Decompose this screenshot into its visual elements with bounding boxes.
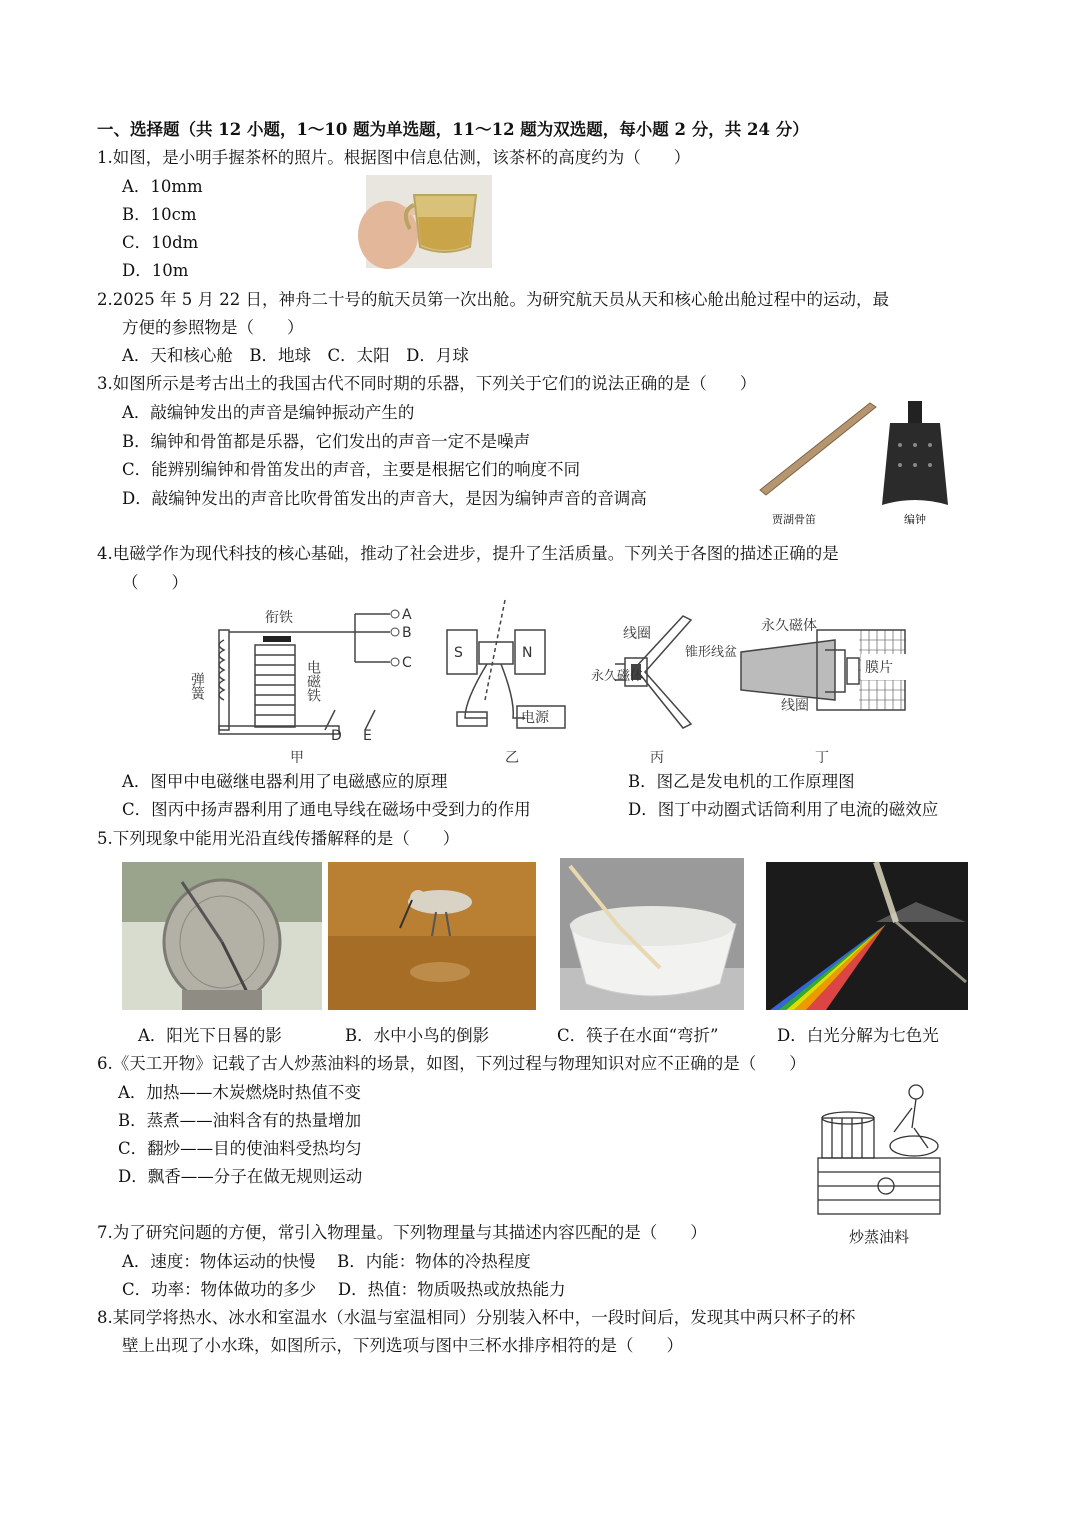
- q6-option-d: D．飘香——分子在做无规则运动: [118, 1167, 363, 1186]
- spring-label: 弹簧: [189, 672, 205, 700]
- q4-option-b: B．图乙是发电机的工作原理图: [628, 772, 855, 791]
- ancient-oil-cooking-illustration: [816, 1078, 946, 1218]
- q4-stem-line1: 4.电磁学作为现代科技的核心基础，推动了社会进步，提升了生活质量。下列关于各图的描述正确的是: [97, 544, 839, 563]
- terminal-a-label: A: [402, 607, 412, 623]
- q4-option-d: D．图丁中动圈式话筒利用了电流的磁效应: [628, 800, 939, 819]
- q7-options-line1: A．速度：物体运动的快慢 B．内能：物体的冷热程度: [122, 1252, 531, 1271]
- section-title: 一、选择题（共 12 小题，1～10 题为单选题，11～12 题为双选题，每小题 2 分，共 24 分）: [97, 120, 809, 139]
- oil-cooking-caption: 炒蒸油料: [849, 1228, 910, 1246]
- q5-option-b: B．水中小鸟的倒影: [345, 1026, 490, 1045]
- bird-reflection-photo: [328, 862, 536, 1010]
- terminal-c-label: C: [402, 655, 412, 671]
- figure-bing-label: 丙: [650, 750, 664, 766]
- flute-and-bell-figure: [750, 395, 950, 515]
- speaker-magnet-label: 永久磁体: [591, 669, 644, 684]
- q6-option-b: B．蒸煮——油料含有的热量增加: [118, 1111, 362, 1130]
- cone-label: 锥形线盆: [685, 645, 738, 660]
- q6-option-c: C．翻炒——目的使油料受热均匀: [118, 1139, 362, 1158]
- q4-stem-line2: （ ）: [122, 573, 188, 592]
- terminal-e-label: E: [363, 728, 372, 744]
- q4-option-c: C．图丙中扬声器利用了通电导线在磁场中受到力的作用: [122, 800, 531, 819]
- q1-option-a: A．10mm: [122, 177, 203, 196]
- q1-stem: 1.如图，是小明手握茶杯的照片。根据图中信息估测，该茶杯的高度约为（ ）: [97, 148, 691, 167]
- q8-stem-line1: 8.某同学将热水、冰水和室温水（水温与室温相同）分别装入杯中，一段时间后，发现其中两只杯子的杯: [97, 1308, 856, 1327]
- bell-caption: 编钟: [904, 513, 926, 526]
- q4-option-a: A．图甲中电磁继电器利用了电磁感应的原理: [122, 772, 448, 791]
- figure-yi-label: 乙: [505, 750, 519, 766]
- q5-stem: 5.下列现象中能用光沿直线传播解释的是（ ）: [97, 829, 460, 848]
- q5-option-c: C．筷子在水面“弯折”: [557, 1026, 719, 1045]
- chopsticks-bowl-photo: [560, 858, 744, 1010]
- terminal-d-label: D: [331, 728, 342, 744]
- diaphragm-label: 膜片: [865, 660, 893, 676]
- q3-stem: 3.如图所示是考古出土的我国古代不同时期的乐器，下列关于它们的说法正确的是（ ）: [97, 374, 757, 393]
- q1-option-b: B．10cm: [122, 205, 197, 224]
- flute-caption: 贾湖骨笛: [772, 513, 816, 526]
- q3-option-b: B．编钟和骨笛都是乐器，它们发出的声音一定不是噪声: [122, 432, 531, 451]
- q3-option-d: D．敲编钟发出的声音比吹骨笛发出的声音大，是因为编钟声音的音调高: [122, 489, 647, 508]
- power-label: 电源: [521, 710, 549, 726]
- speaker-coil-label: 线圈: [623, 626, 651, 642]
- pole-n-label: N: [522, 645, 533, 661]
- mic-magnet-label: 永久磁体: [761, 618, 817, 634]
- q6-stem: 6.《天工开物》记载了古人炒蒸油料的场景，如图，下列过程与物理知识对应不正确的是（ ）: [97, 1054, 806, 1073]
- pole-s-label: S: [454, 645, 463, 661]
- q2-options: A．天和核心舱 B．地球 C．太阳 D．月球: [122, 346, 469, 365]
- sundial-photo: [122, 862, 322, 1010]
- q7-options-line2: C．功率：物体做功的多少 D．热值：物质吸热或放热能力: [122, 1280, 566, 1299]
- prism-dispersion-photo: [766, 862, 968, 1010]
- q3-option-a: A．敲编钟发出的声音是编钟振动产生的: [122, 403, 415, 422]
- terminal-b-label: B: [402, 625, 412, 641]
- q5-option-d: D．白光分解为七色光: [777, 1026, 939, 1045]
- q1-option-c: C．10dm: [122, 233, 199, 252]
- q3-option-c: C．能辨别编钟和骨笛发出的声音，主要是根据它们的响度不同: [122, 460, 581, 479]
- figure-ding-label: 丁: [815, 750, 829, 766]
- q1-option-d: D．10m: [122, 261, 189, 280]
- q2-stem-line2: 方便的参照物是（ ）: [122, 318, 304, 337]
- figure-jia-label: 甲: [290, 750, 304, 766]
- tea-cup-photo: [366, 175, 492, 268]
- q6-option-a: A．加热——木炭燃烧时热值不变: [118, 1083, 361, 1102]
- q8-stem-line2: 壁上出现了小水珠，如图所示，下列选项与图中三杯水排序相符的是（ ）: [122, 1336, 683, 1355]
- q5-option-a: A．阳光下日晷的影: [138, 1026, 282, 1045]
- q2-stem-line1: 2.2025 年 5 月 22 日，神舟二十号的航天员第一次出舱。为研究航天员从天和核心舱出舱过程中的运动，最: [97, 290, 889, 309]
- electromagnetism-figures: [189, 600, 915, 766]
- armature-label: 衔铁: [265, 610, 293, 626]
- q7-stem: 7.为了研究问题的方便，常引入物理量。下列物理量与其描述内容匹配的是（ ）: [97, 1223, 707, 1242]
- bell-icon: [882, 401, 948, 505]
- mic-coil-label: 线圈: [781, 698, 809, 714]
- electromagnet-label: 电磁铁: [305, 660, 321, 702]
